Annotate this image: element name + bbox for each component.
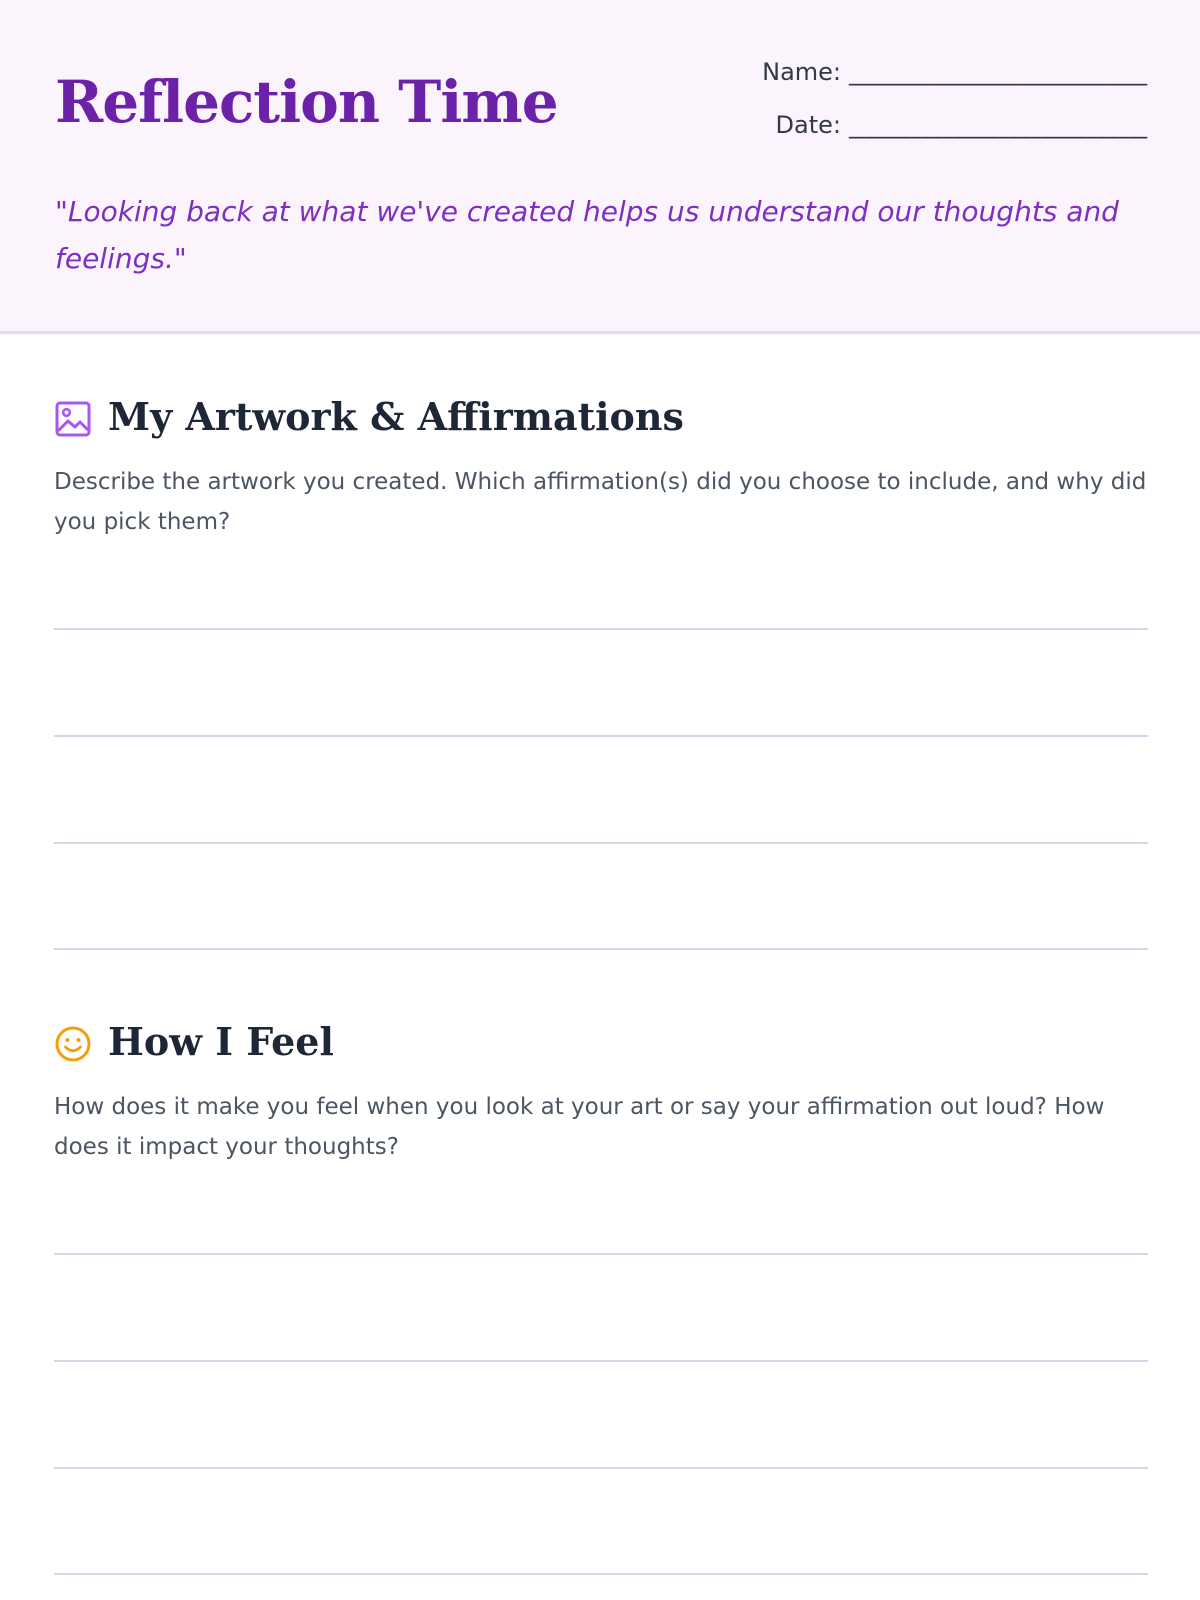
date-blank[interactable]: ___________________________	[849, 111, 1146, 139]
section-prompt: Describe the artwork you created. Which affirmation(s) did you choose to include, and why did you pick them?	[54, 469, 1147, 535]
page-title: Reflection Time	[55, 68, 558, 136]
section-title: My Artwork & Affirmations	[108, 394, 684, 439]
image-icon	[54, 400, 92, 438]
writing-line[interactable]	[54, 1253, 1148, 1255]
writing-line[interactable]	[54, 1360, 1148, 1362]
name-field[interactable]	[762, 58, 1146, 86]
section-prompt: How does it make you feel when you look at your art or say your affirmation out loud? How does it impact your thoughts?	[54, 1094, 1105, 1160]
name-blank[interactable]: ___________________________	[849, 58, 1146, 86]
header-banner	[0, 0, 1200, 334]
writing-line[interactable]	[54, 948, 1148, 950]
writing-line[interactable]	[54, 1573, 1148, 1575]
writing-line[interactable]	[54, 1467, 1148, 1469]
smiley-face-icon	[54, 1025, 92, 1063]
section-title: How I Feel	[108, 1019, 334, 1064]
writing-line[interactable]	[54, 842, 1148, 844]
intro-quote: "Looking back at what we've created helps us understand our thoughts and feelings."	[55, 195, 1119, 275]
writing-line[interactable]	[54, 628, 1148, 630]
writing-line[interactable]	[54, 735, 1148, 737]
date-field[interactable]	[776, 111, 1146, 139]
date-label: Date:	[775, 111, 841, 139]
section-artwork-affirmations	[54, 396, 1148, 542]
name-label: Name:	[762, 58, 841, 86]
section-how-i-feel	[54, 1021, 1148, 1167]
